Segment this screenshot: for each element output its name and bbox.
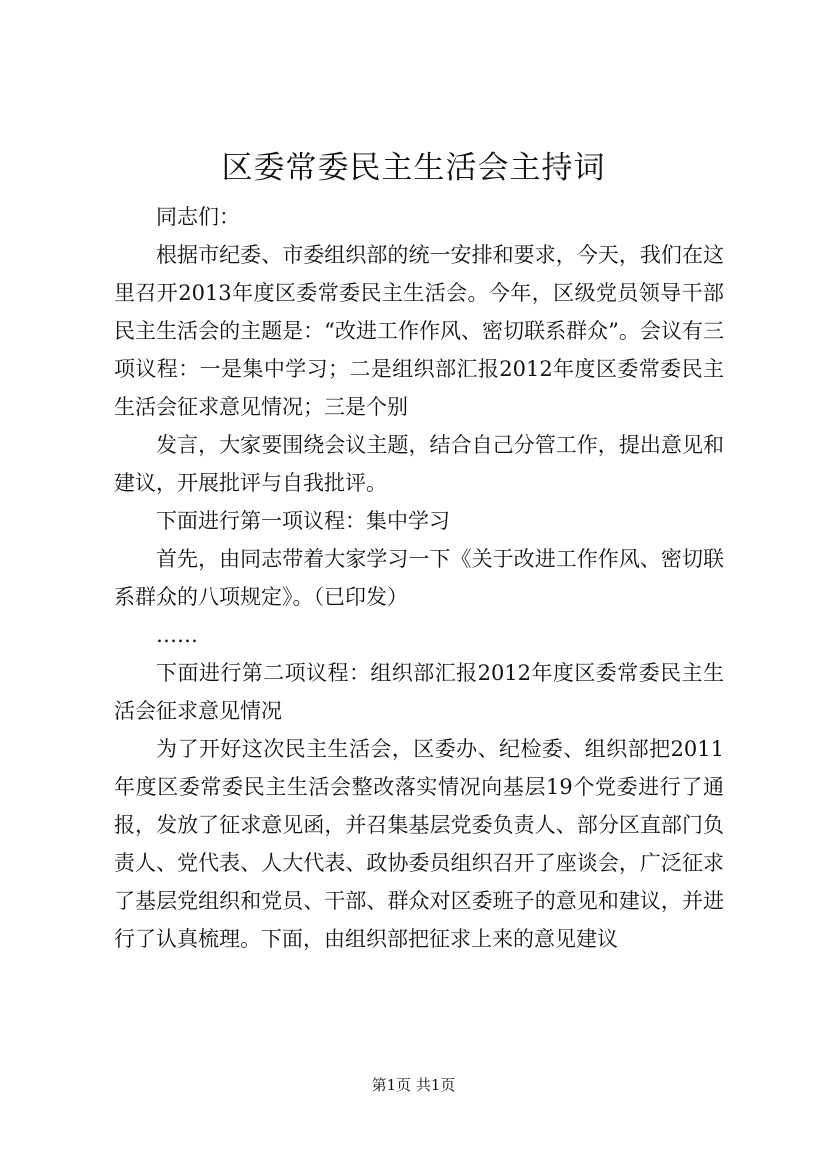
document-title: 区委常委民主生活会主持词: [221, 150, 606, 186]
paragraph-report: 为了开好这次民主生活会，区委办、纪检委、组织部把2011年度区委常委民主生活会整改落实情况向基层19个党委进行了通报，发放了征求意见函，并召集基层党委负责人、部分区直部门负责人、党代表、人大代表、政协委员组织召开了座谈会，广泛征求了基层党组织和党员、干部、群众对区委班子的意见和建议，并进行了认真梳理。下面，由组织部把征求上来的意见建议: [114, 737, 724, 951]
document-body: [114, 198, 724, 958]
paragraph-ellipsis: ……: [156, 623, 198, 647]
paragraph-intro: 根据市纪委、市委组织部的统一安排和要求，今天，我们在这里召开2013年度区委常委民主生活会。今年，区级党员领导干部民主生活会的主题是：“改进工作作风、密切联系群众”。会议有三项议程：一是集中学习；二是组织部汇报2012年度区委常委民主生活会征求意见情况；三是个别: [114, 243, 724, 419]
paragraph-speech: 发言，大家要围绕会议主题，结合自己分管工作，提出意见和建议，开展批评与自我批评。: [114, 433, 724, 495]
paragraph-study: 首先，由同志带着大家学习一下《关于改进工作作风、密切联系群众的八项规定》。（已印发）: [114, 547, 724, 609]
paragraph-salutation: 同志们：: [156, 205, 240, 229]
paragraph-agenda-1: 下面进行第一项议程：集中学习: [156, 509, 450, 533]
paragraph-agenda-2: 下面进行第二项议程：组织部汇报2012年度区委常委民主生活会征求意见情况: [114, 661, 724, 723]
page-footer: 第1页 共1页: [371, 1076, 456, 1094]
